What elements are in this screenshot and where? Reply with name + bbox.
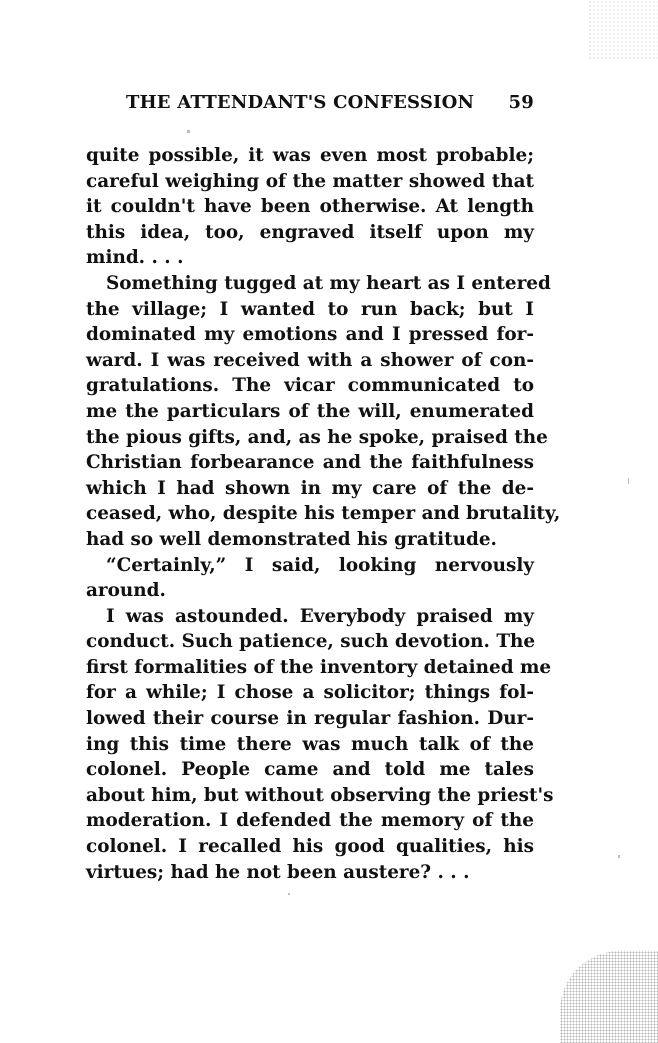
page-number: 59 (508, 92, 534, 113)
text-line: about him, but without observing the priest's (86, 784, 554, 806)
text-line: had so well demonstrated his gratitude. (86, 528, 497, 550)
text-line: Something tugged at my heart as I entered (106, 272, 551, 294)
text-line: I was astounded. Everybody praised my (106, 605, 534, 627)
text-line: conduct. Such patience, such devotion. The (86, 631, 536, 653)
text-line: which I had shown in my care of the de- (86, 477, 534, 499)
text-line: first formalities of the inventory detained me (86, 656, 552, 678)
text-line: the village; I wanted to run back; but I (86, 298, 534, 320)
text-line: quite possible, it was even most probable; (86, 145, 534, 166)
text-line: this idea, too, engraved itself upon my (86, 221, 534, 243)
text-line: colonel. I recalled his good qualities, his (86, 836, 534, 858)
text-line: for a while; I chose a solicitor; things fol- (86, 682, 534, 704)
text-line: ceased, who, despite his temper and brutality, (86, 503, 561, 525)
body-text (86, 143, 561, 885)
running-header (126, 92, 536, 120)
text-line: moderation. I defended the memory of the (86, 810, 534, 832)
ink-speck (618, 855, 620, 858)
text-line: virtues; had he not been austere? . . . (86, 861, 470, 883)
text-line: gratulations. The vicar communicated to (86, 375, 534, 397)
ink-speck (288, 893, 290, 895)
text-line: ward. I was received with a shower of con- (86, 349, 534, 371)
text-line: dominated my emotions and I pressed for- (86, 324, 534, 346)
text-line: around. (86, 580, 166, 602)
running-title: THE ATTENDANT'S CONFESSION (126, 92, 475, 113)
text-line: careful weighing of the matter showed that (86, 170, 534, 192)
text-line: me the particulars of the will, enumerated (86, 400, 534, 422)
text-line: colonel. People came and told me tales (86, 759, 534, 781)
text-line: ing this time there was much talk of the (86, 733, 534, 755)
ink-speck (628, 478, 629, 484)
text-line: “Certainly,” I said, looking nervously (106, 554, 534, 576)
text-line: it couldn't have been otherwise. At length (86, 196, 534, 218)
text-line: lowed their course in regular fashion. Dur- (86, 708, 534, 730)
text-line: mind. . . . (86, 247, 184, 269)
scan-noise-bottom-right (560, 951, 658, 1043)
text-line: Christian forbearance and the faithfulness (86, 452, 534, 474)
text-line: the pious gifts, and, as he spoke, praised the (86, 426, 548, 448)
scan-noise-top-right (588, 0, 658, 60)
ink-speck (187, 130, 190, 133)
